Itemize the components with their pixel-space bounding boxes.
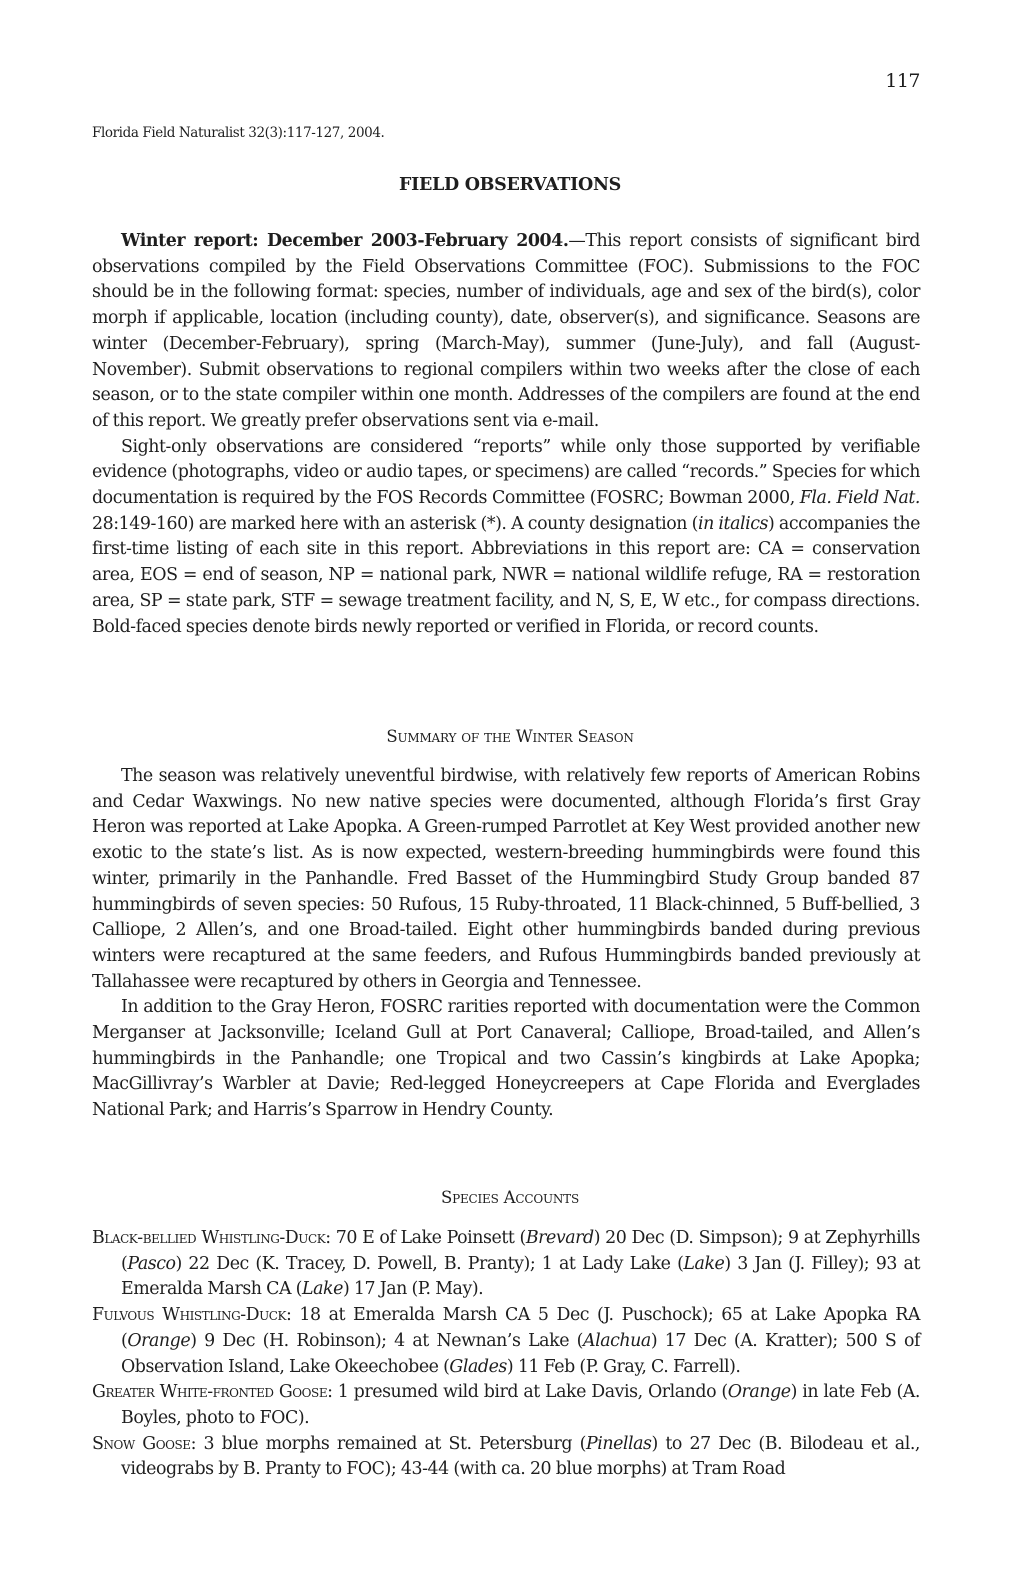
species-account-text: : 1 presumed wild bird at Lake Davis, Orlando (	[327, 1382, 728, 1403]
page-number: 117	[885, 70, 920, 92]
in-italics-phrase: in italics	[697, 513, 768, 534]
species-account-text: : 18 at Emeralda Marsh CA 5 Dec (J. Puschock); 65 at Lake Apopka RA (	[121, 1305, 920, 1351]
species-entry	[92, 1432, 920, 1483]
summary-paragraph-2: In addition to the Gray Heron, FOSRC rarities reported with documentation were the Common Merganser at Jacksonville; Iceland Gull at Port Canaveral; Calliope, Broad-tailed, and Allen’s hummingbirds in the Panhandle; one Tropical and two Cassin’s kingbirds at Lake Apopka; MacGillivray’s Warbler at Davie; Red-legged Honeycreepers at Cape Florida and Everglades National Park; and Harris’s Sparrow in Hendry County.	[92, 997, 920, 1121]
intro-p1-text: —This report consists of significant bird observations compiled by the Field Observations Committee (FOC). Submissions to the FOC should be in the following format: species, number of individuals, age and sex of the bird(s), color morph if applicable, location (including county), date, observer(s), and significance. Seasons are winter (December-February), spring (March-May), summer (June-July), and fall (August-November). Submit observations to regional compilers within two weeks after the close of each season, or to the state compiler within one month. Addresses of the compilers are found at the end of this report. We greatly prefer observations sent via e-mail.	[92, 231, 920, 431]
article-title: FIELD OBSERVATIONS	[399, 175, 621, 195]
species-account-text: : 3 blue morphs remained at St. Petersburg (	[190, 1433, 586, 1454]
species-account-text: ) 17 Dec (A. Kratter); 500 S of Observation Island, Lake Okeechobee (	[121, 1330, 920, 1377]
county-name: Lake	[683, 1253, 725, 1274]
species-account-text: ) 20 Dec (D. Simpson); 9 at Zephyrhills (	[121, 1228, 920, 1274]
species-account-text: ) 3 Jan (J. Filley); 93 at Emeralda Marsh CA (	[121, 1253, 921, 1300]
report-title-lead: Winter report: December 2003-February 2004.	[121, 231, 569, 251]
species-name: Black-bellied Whistling-Duck	[92, 1228, 326, 1248]
species-account-text: : 70 E of Lake Poinsett (	[325, 1228, 526, 1248]
species-account-text: ) 17 Jan (P. May).	[342, 1279, 484, 1300]
intro-paragraph-2	[92, 435, 920, 641]
county-name: Alachua	[582, 1330, 651, 1351]
species-entry	[92, 1303, 920, 1380]
county-name: Orange	[127, 1330, 191, 1351]
species-entry	[92, 1380, 920, 1431]
species-name: Greater White-fronted Goose	[92, 1382, 328, 1403]
summary-section	[92, 764, 920, 1124]
intro-p2-text-b: 28:149-160) are marked here with an asterisk (*). A county designation (	[92, 513, 698, 534]
county-name: Lake	[302, 1279, 343, 1300]
journal-citation: Florida Field Naturalist 32(3):117-127, 2004.	[92, 125, 385, 141]
species-entry	[92, 1226, 920, 1303]
species-account-text: ) 9 Dec (H. Robinson); 4 at Newnan’s Lake (	[190, 1330, 583, 1351]
county-name: Pasco	[127, 1253, 176, 1274]
intro-p2-text-a: Sight-only observations are considered “reports” while only those supported by verifiable evidence (photographs, video or audio tapes, or specimens) are called “records.” Species for which documentation is required by the FOS Records Committee (FOSRC; Bowman 2000,	[92, 436, 920, 509]
species-name: Fulvous Whistling-Duck	[92, 1305, 287, 1326]
species-accounts-list	[92, 1226, 920, 1483]
county-name: Pinellas	[585, 1433, 652, 1454]
species-account-text: ) 11 Feb (P. Gray, C. Farrell).	[506, 1356, 741, 1377]
intro-section	[92, 229, 920, 640]
species-account-text: ) 22 Dec (K. Tracey, D. Powell, B. Pranty); 1 at Lady Lake (	[175, 1253, 684, 1274]
summary-heading: Summary of the Winter Season	[386, 727, 634, 746]
summary-paragraph-1: The season was relatively uneventful birdwise, with relatively few reports of American Robins and Cedar Waxwings. No new native species were documented, although Florida’s first Gray Heron was reported at Lake Apopka. A Green-rumped Parrotlet at Key West provided another new exotic to the state’s list. As is now expected, western-breeding hummingbirds were found this winter, primarily in the Panhandle. Fred Basset of the Hummingbird Study Group banded 87 hummingbirds of seven species: 50 Rufous, 15 Ruby-throated, 11 Black-chinned, 5 Buff-bellied, 3 Calliope, 2 Allen’s, and one Broad-tailed. Eight other hummingbirds banded during previous winters were recaptured at the same feeders, and Rufous Hummingbirds banded previously at Tallahassee were recaptured by others in Georgia and Tennessee.	[92, 766, 920, 992]
species-accounts-heading: Species Accounts	[440, 1188, 580, 1207]
species-account-text: ) to 27 Dec (B. Bilodeau et al., videograbs by B. Pranty to FOC); 43-44 (with ca. 20 blue morphs) at Tram Road	[121, 1433, 920, 1480]
intro-p2-text-c: ) accompanies the first-time listing of each site in this report. Abbreviations in this report are: CA = conservation area, EOS = end of season, NP = national park, NWR = national wildlife refuge, RA = restoration area, SP = state park, STF = sewage treatment facility, and N, S, E, W etc., for compass directions. Bold-faced species denote birds newly reported or verified in Florida, or record counts.	[92, 513, 920, 637]
species-name: Snow Goose	[92, 1433, 191, 1454]
intro-paragraph-1	[92, 229, 920, 435]
county-name: Brevard	[525, 1228, 594, 1248]
county-name: Glades	[449, 1356, 507, 1377]
journal-name-italic: Fla. Field Nat.	[799, 488, 921, 509]
species-account-text: ) in late Feb (A. Boyles, photo to FOC).	[121, 1382, 920, 1428]
county-name: Orange	[727, 1382, 791, 1403]
